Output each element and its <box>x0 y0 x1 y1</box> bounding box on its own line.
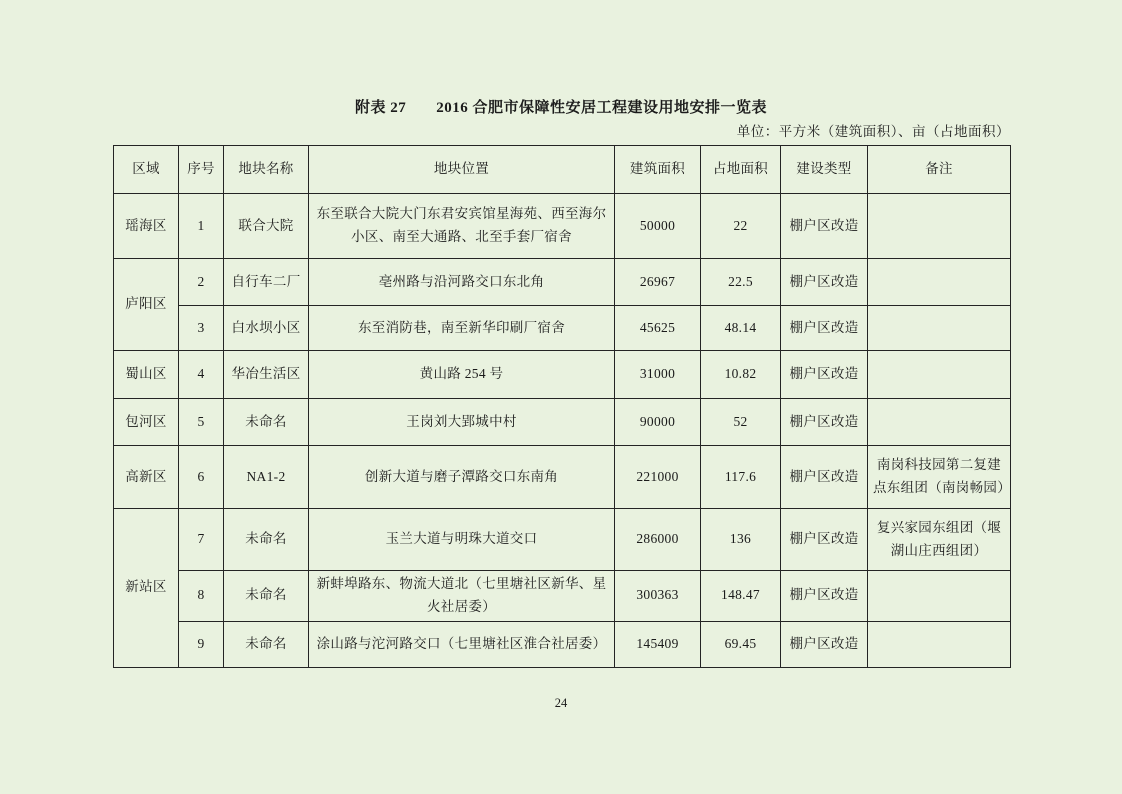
construction-type-cell: 棚户区改造 <box>781 621 868 667</box>
building-area-cell: 31000 <box>615 351 701 399</box>
serial-cell: 6 <box>179 446 224 509</box>
serial-cell: 2 <box>179 259 224 306</box>
serial-cell: 5 <box>179 399 224 446</box>
region-cell: 瑶海区 <box>114 194 179 259</box>
header-plot-name: 地块名称 <box>224 146 309 194</box>
construction-type-cell: 棚户区改造 <box>781 446 868 509</box>
location-cell: 王岗刘大郢城中村 <box>309 399 615 446</box>
building-area-cell: 300363 <box>615 571 701 622</box>
location-cell: 创新大道与磨子潭路交口东南角 <box>309 446 615 509</box>
construction-type-cell: 棚户区改造 <box>781 306 868 351</box>
land-area-cell: 22 <box>701 194 781 259</box>
remark-cell <box>868 621 1011 667</box>
location-cell: 玉兰大道与明珠大道交口 <box>309 509 615 571</box>
construction-type-cell: 棚户区改造 <box>781 509 868 571</box>
table-row <box>114 571 1011 622</box>
remark-cell <box>868 306 1011 351</box>
land-area-cell: 52 <box>701 399 781 446</box>
remark-cell <box>868 571 1011 622</box>
remark-cell <box>868 351 1011 399</box>
table-row <box>114 306 1011 351</box>
construction-type-cell: 棚户区改造 <box>781 194 868 259</box>
plot-name-cell: NA1-2 <box>224 446 309 509</box>
table-row <box>114 351 1011 399</box>
building-area-cell: 286000 <box>615 509 701 571</box>
region-cell: 高新区 <box>114 446 179 509</box>
appendix-table-number: 附表 27 <box>354 100 407 116</box>
plot-name-cell: 华冶生活区 <box>224 351 309 399</box>
header-building-area: 建筑面积 <box>615 146 701 194</box>
location-cell: 涂山路与沱河路交口（七里塘社区淮合社居委） <box>309 621 615 667</box>
land-area-cell: 148.47 <box>701 571 781 622</box>
header-region: 区域 <box>114 146 179 194</box>
location-cell: 新蚌埠路东、物流大道北（七里塘社区新华、星火社居委） <box>309 571 615 622</box>
region-cell: 包河区 <box>114 399 179 446</box>
table-row <box>114 509 1011 571</box>
remark-cell: 南岗科技园第二复建点东组团（南岗畅园） <box>868 446 1011 509</box>
serial-cell: 4 <box>179 351 224 399</box>
building-area-cell: 50000 <box>615 194 701 259</box>
land-area-cell: 117.6 <box>701 446 781 509</box>
header-remark: 备注 <box>868 146 1011 194</box>
building-area-cell: 221000 <box>615 446 701 509</box>
serial-cell: 7 <box>179 509 224 571</box>
construction-type-cell: 棚户区改造 <box>781 571 868 622</box>
page-number: 24 <box>554 696 568 710</box>
plot-name-cell: 未命名 <box>224 621 309 667</box>
plot-name-cell: 未命名 <box>224 399 309 446</box>
remark-cell: 复兴家园东组团（堰湖山庄西组团） <box>868 509 1011 571</box>
construction-type-cell: 棚户区改造 <box>781 259 868 306</box>
remark-cell <box>868 194 1011 259</box>
remark-cell <box>868 259 1011 306</box>
header-land-area: 占地面积 <box>701 146 781 194</box>
land-area-cell: 48.14 <box>701 306 781 351</box>
plot-name-cell: 未命名 <box>224 509 309 571</box>
plot-name-cell: 白水坝小区 <box>224 306 309 351</box>
unit-note: 单位：平方米（建筑面积）、亩（占地面积） <box>736 124 1010 139</box>
location-cell: 黄山路 254 号 <box>309 351 615 399</box>
location-cell: 东至联合大院大门东君安宾馆星海苑、西至海尔小区、南至大通路、北至手套厂宿舍 <box>309 194 615 259</box>
serial-cell: 1 <box>179 194 224 259</box>
table-row <box>114 194 1011 259</box>
land-area-cell: 136 <box>701 509 781 571</box>
construction-type-cell: 棚户区改造 <box>781 351 868 399</box>
remark-cell <box>868 399 1011 446</box>
table-row <box>114 446 1011 509</box>
table-row <box>114 399 1011 446</box>
table-header-row <box>114 146 1011 194</box>
region-cell: 庐阳区 <box>114 259 179 351</box>
header-plot-location: 地块位置 <box>309 146 615 194</box>
building-area-cell: 90000 <box>615 399 701 446</box>
page-title <box>0 96 1122 117</box>
serial-cell: 8 <box>179 571 224 622</box>
region-cell: 蜀山区 <box>114 351 179 399</box>
land-area-cell: 22.5 <box>701 259 781 306</box>
building-area-cell: 145409 <box>615 621 701 667</box>
table-row <box>114 259 1011 306</box>
land-arrangement-table <box>113 145 1011 668</box>
plot-name-cell: 未命名 <box>224 571 309 622</box>
table-row <box>114 621 1011 667</box>
land-area-cell: 10.82 <box>701 351 781 399</box>
building-area-cell: 26967 <box>615 259 701 306</box>
serial-cell: 9 <box>179 621 224 667</box>
construction-type-cell: 棚户区改造 <box>781 399 868 446</box>
plot-name-cell: 自行车二厂 <box>224 259 309 306</box>
table-title-text: 2016 合肥市保障性安居工程建设用地安排一览表 <box>436 100 768 116</box>
location-cell: 亳州路与沿河路交口东北角 <box>309 259 615 306</box>
location-cell: 东至消防巷，南至新华印刷厂宿舍 <box>309 306 615 351</box>
header-construction-type: 建设类型 <box>781 146 868 194</box>
building-area-cell: 45625 <box>615 306 701 351</box>
land-area-cell: 69.45 <box>701 621 781 667</box>
header-serial-number: 序号 <box>179 146 224 194</box>
region-cell: 新站区 <box>114 509 179 668</box>
plot-name-cell: 联合大院 <box>224 194 309 259</box>
serial-cell: 3 <box>179 306 224 351</box>
